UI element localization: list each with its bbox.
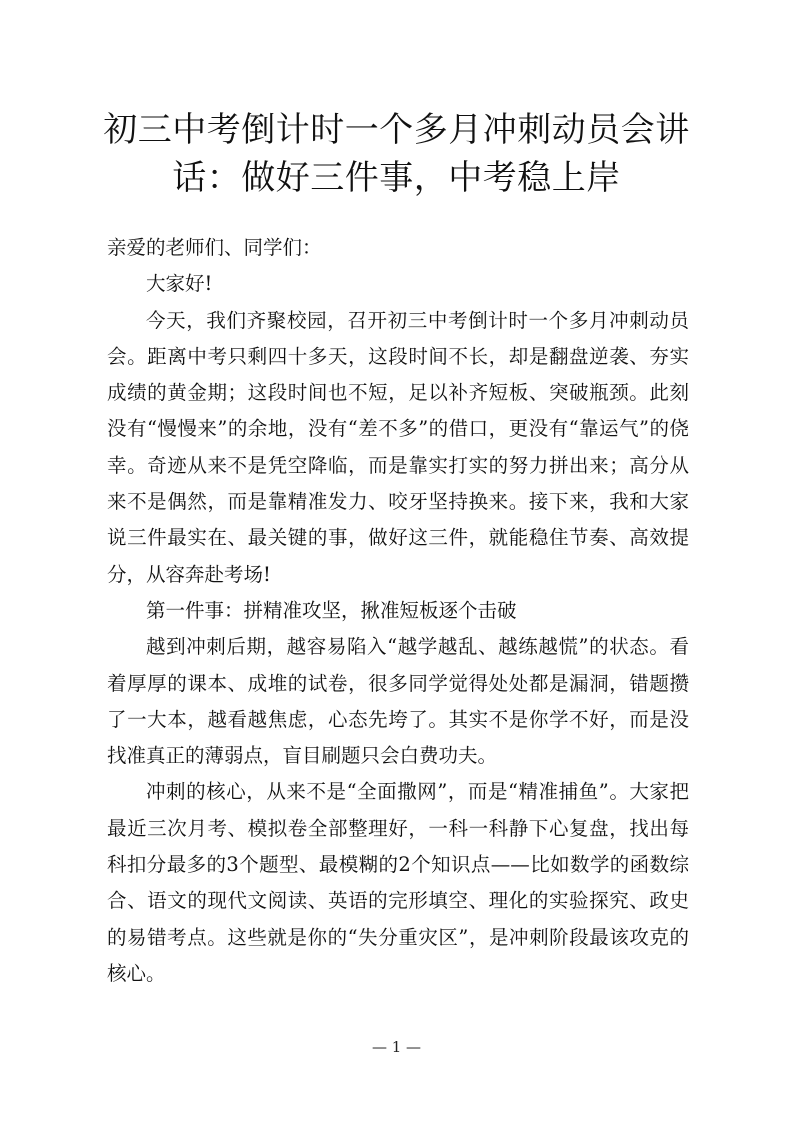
intro-paragraph: 今天，我们齐聚校园，召开初三中考倒计时一个多月冲刺动员会。距离中考只剩四十多天，这段时间不长，却是翻盘逆袭、夯实成绩的黄金期；这段时间也不短，足以补齐短板、突破瓶颈。此刻没有“慢慢来”的余地，没有“差不多”的借口，更没有“靠运气”的侥幸。奇迹从来不是凭空降临，而是靠实打实的努力拼出来；高分从来不是偶然，而是靠精准发力、咬牙坚持换来。接下来，我和大家说三件最实在、最关键的事，做好这三件，就能稳住节奏、高效提分，从容奔赴考场! [107,308,689,586]
body-paragraph: 冲刺的核心，从来不是“全面撒网”，而是“精准捕鱼”。大家把最近三次月考、模拟卷全部整理好，一科一科静下心复盘，找出每科扣分最多的3个题型、最模糊的2个知识点——比如数学的函数综合、语文的现代文阅读、英语的完形填空、理化的实验探究、政史的易错考点。这些就是你的“失分重灾区”，是冲刺阶段最该攻克的核心。 [107,780,689,985]
title-line-1: 初三中考倒计时一个多月冲刺动员会讲 [103,110,690,150]
page-number: — 1 — [371,1038,422,1056]
section-heading-1: 第一件事：拼精准攻坚，揪准短板逐个击破 [146,598,517,622]
title-line-2: 话：做好三件事，中考稳上岸 [172,158,621,198]
document-title [90,106,703,202]
body-paragraph: 越到冲刺后期，越容易陷入“越学越乱、越练越慌”的状态。看着厚厚的课本、成堆的试卷，很多同学觉得处处都是漏洞，错题攒了一大本，越看越焦虑，心态先垮了。其实不是你学不好，而是没找准真正的薄弱点，盲目刷题只会白费功夫。 [107,635,689,768]
document-body [107,230,689,992]
salutation: 亲爱的老师们、同学们： [107,236,322,259]
greeting-paragraph: 大家好! [146,272,213,296]
